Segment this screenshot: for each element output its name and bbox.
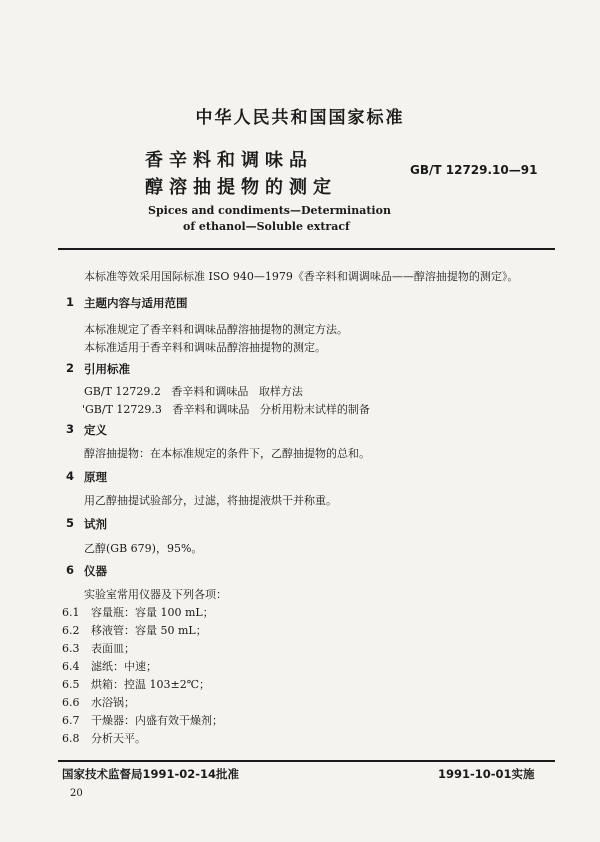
section-number: 1 (66, 295, 75, 309)
top-divider (58, 248, 555, 250)
apparatus-item-6-8 (62, 730, 146, 746)
standard-code: GB/T 12729.10—91 (410, 163, 538, 177)
national-standard-heading: 中华人民共和国国家标准 (195, 108, 405, 128)
item-text: 移液管：容量 50 mL； (91, 624, 207, 637)
section-4-line-1: 用乙醇抽提试验部分，过滤，将抽提液烘干并称重。 (84, 494, 337, 507)
effective-date: 1991-10-01实施 (438, 767, 535, 781)
apparatus-item-6-6 (62, 694, 135, 710)
item-text: 烘箱：控温 103±2℃； (91, 678, 211, 691)
intro-paragraph: 本标准等效采用国际标准 ISO 940—1979《香辛料和调调味品——醇溶抽提物的测定》。 (84, 270, 519, 283)
section-title: 仪器 (84, 564, 107, 578)
section-heading-3 (0, 422, 600, 438)
section-heading-2 (0, 361, 600, 377)
apparatus-item-6-7 (62, 712, 223, 728)
item-number: 6.3 (62, 642, 80, 655)
title-en-line1: Spices and condiments—Determination (148, 204, 391, 217)
section-1-line-1: 本标准规定了香辛料和调味品醇溶抽提物的测定方法。 (84, 323, 348, 336)
item-text: 分析天平。 (91, 732, 146, 745)
item-text: 干燥器：内盛有效干燥剂； (91, 714, 223, 727)
apparatus-item-6-4 (62, 658, 157, 674)
item-number: 6.2 (62, 624, 80, 637)
section-heading-6 (0, 563, 600, 579)
item-text: 滤纸：中速； (91, 660, 157, 673)
section-heading-1 (0, 295, 600, 311)
apparatus-item-6-2 (62, 622, 207, 638)
section-5-line-1: 乙醇(GB 679)，95%。 (84, 542, 203, 555)
apparatus-item-6-3 (62, 640, 135, 656)
section-number: 6 (66, 563, 75, 577)
page-number: 20 (70, 788, 83, 799)
approval-date: 国家技术监督局1991-02-14批准 (62, 767, 240, 781)
item-text: 容量瓶：容量 100 mL； (91, 606, 214, 619)
title-cn-line2: 醇溶抽提物的测定 (145, 177, 337, 198)
section-heading-5 (0, 516, 600, 532)
section-2-line-2: 'GB/T 12729.3 香辛料和调味品 分析用粉末试样的制备 (82, 403, 370, 416)
item-number: 6.8 (62, 732, 80, 745)
section-number: 2 (66, 361, 75, 375)
section-6-line-1: 实验室常用仪器及下列各项： (84, 588, 227, 601)
section-title: 引用标准 (84, 362, 130, 376)
item-text: 表面皿； (91, 642, 135, 655)
section-heading-4 (0, 469, 600, 485)
section-3-line-1: 醇溶抽提物：在本标准规定的条件下，乙醇抽提物的总和。 (84, 447, 370, 460)
bottom-divider (58, 760, 555, 762)
item-number: 6.1 (62, 606, 80, 619)
item-number: 6.6 (62, 696, 80, 709)
title-cn-line1: 香辛料和调味品 (145, 150, 313, 171)
apparatus-item-6-1 (62, 604, 214, 620)
section-1-line-2: 本标准适用于香辛料和调味品醇溶抽提物的测定。 (84, 341, 326, 354)
item-number: 6.7 (62, 714, 80, 727)
section-number: 4 (66, 469, 75, 483)
section-number: 3 (66, 422, 75, 436)
section-title: 主题内容与适用范围 (84, 296, 188, 310)
title-en-line2: of ethanol—Soluble extracf (183, 220, 350, 233)
item-text: 水浴锅； (91, 696, 135, 709)
item-number: 6.5 (62, 678, 80, 691)
section-2-line-1: GB/T 12729.2 香辛料和调味品 取样方法 (84, 385, 303, 398)
section-number: 5 (66, 516, 75, 530)
apparatus-item-6-5 (62, 676, 210, 692)
section-title: 原理 (84, 470, 107, 484)
item-number: 6.4 (62, 660, 80, 673)
section-title: 定义 (84, 423, 107, 437)
section-title: 试剂 (84, 517, 107, 531)
